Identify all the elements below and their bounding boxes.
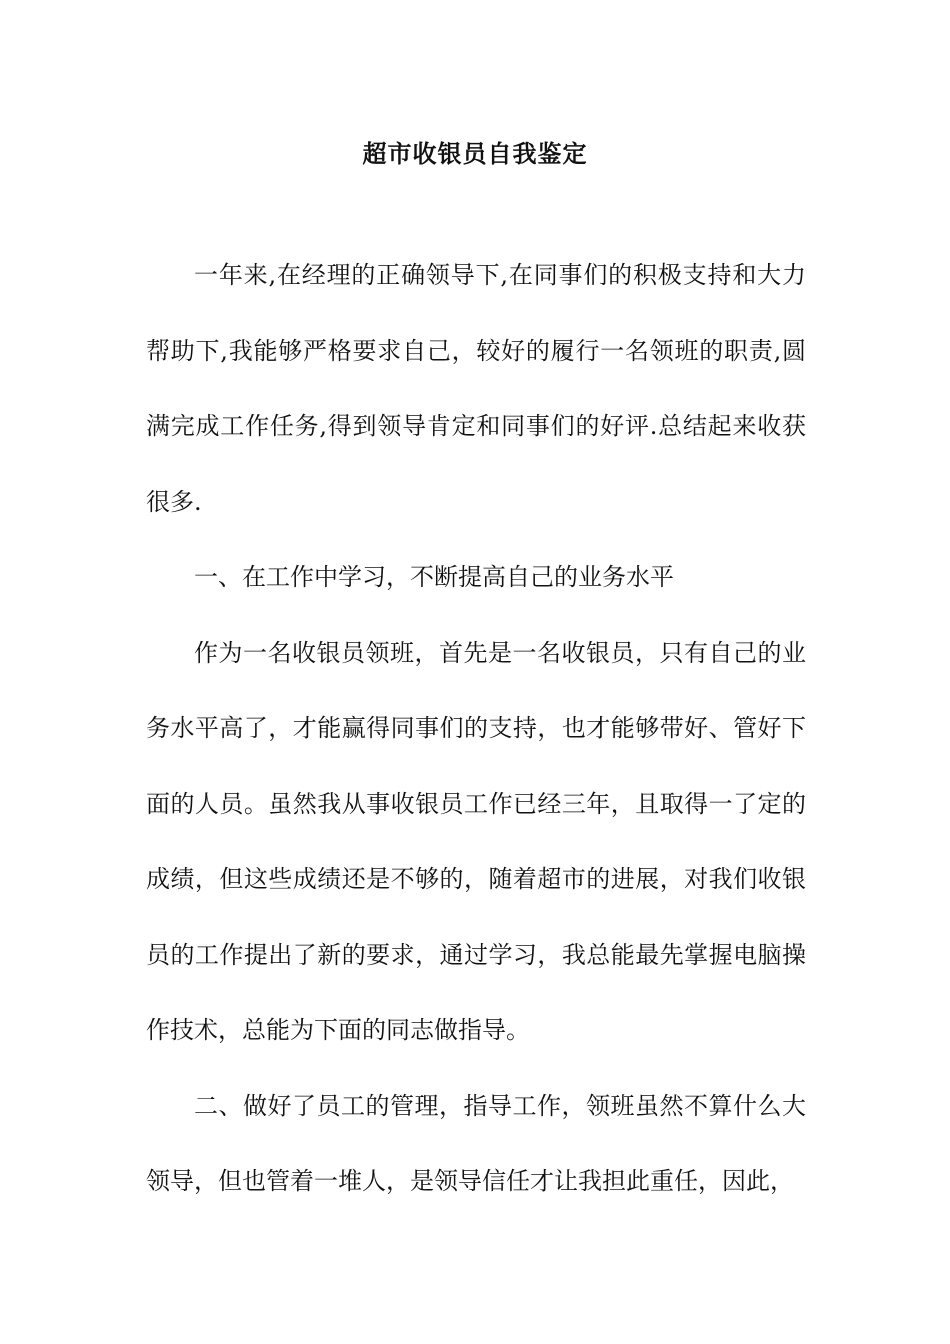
paragraph-section-2: 二、做好了员工的管理，指导工作，领班虽然不算什么大领导，但也管着一堆人，是领导信任才让我担此重任，因此， xyxy=(146,1091,806,1195)
document-body xyxy=(146,238,806,1220)
paragraph-section-1: 作为一名收银员领班，首先是一名收银员，只有自己的业务水平高了，才能赢得同事们的支持，也才能够带好、管好下面的人员。虽然我从事收银员工作已经三年，且取得一了定的成绩，但这些成绩还是不够的，随着超市的进展，对我们收银员的工作提出了新的要求，通过学习，我总能最先掌握电脑操作技术，总能为下面的同志做指导。 xyxy=(146,638,806,1044)
paragraph-intro: 一年来,在经理的正确领导下,在同事们的积极支持和大力帮助下,我能够严格要求自己，较好的履行一名领班的职责,圆满完成工作任务,得到领导肯定和同事们的好评.总结起来收获很多. xyxy=(146,261,806,516)
document-title: 超市收银员自我鉴定 xyxy=(362,139,588,168)
section-heading-1: 一、在工作中学习，不断提高自己的业务水平 xyxy=(194,563,674,591)
